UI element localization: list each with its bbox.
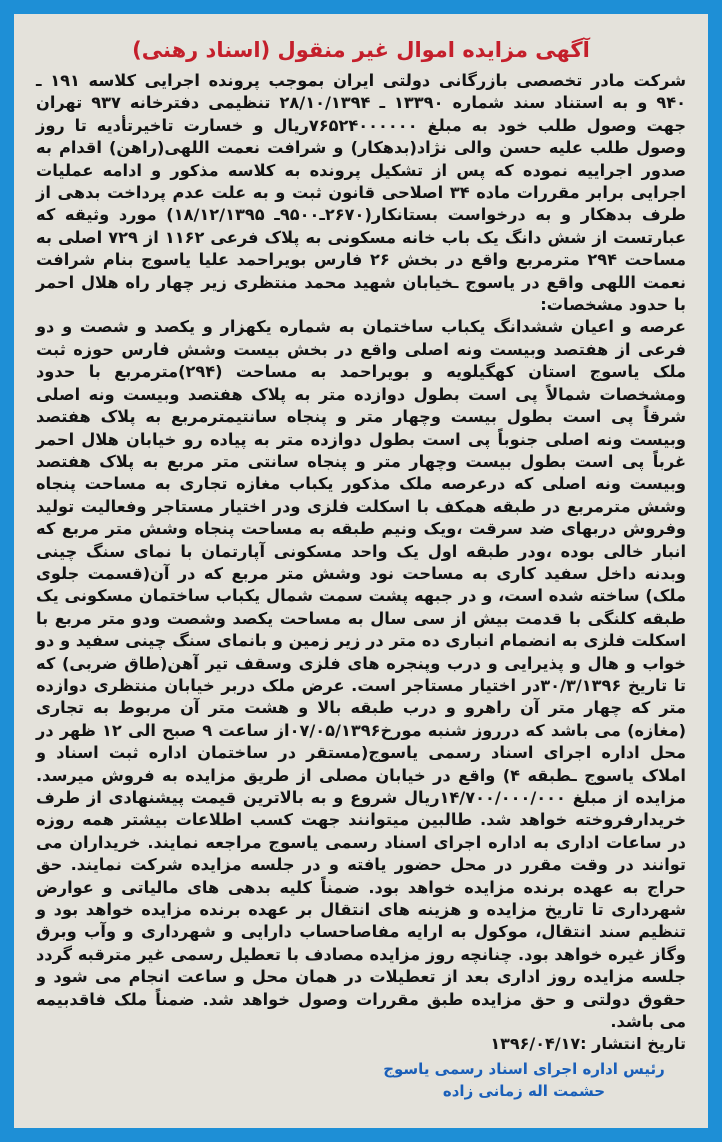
notice-paragraph-description: عرصه و اعیان ششدانگ یکباب ساختمان به شماره یکهزار و یکصد و شصت و دو فرعی از هفتصد وبیست ونه اصلی واقع در بخش بیست وشش فارس حوزه ثبت ملک یاسوج استان کهگیلویه و بویراحمد به مساحت (۲۹۴)مترمربع با حدود ومشخصات شمالاً پی است بطول دوازده متر به پلاک هفتصد وبیست ونه اصلی شرقاً پی است بطول بیست وچهار متر و پنجاه سانتیمترمربع به پلاک هفتصد وبیست ونه اصلی جنوباً پی است بطول دوازده متر به پیاده رو خیابان هلال احمر غرباً پی است بطول بیست وچهار متر و پنجاه سانتی متر مربع به پلاک هفتصد وبیست ونه اصلی که درعرصه ملک مذکور یکباب مغازه تجاری به مساحت پنجاه وشش مترمربع در طبقه همکف با اسکلت فلزی ودر اختیار مستاجر وفعالیت تولید وفروش دربهای ضد سرقت ،ویک ونیم طبقه به مساحت پنجاه وشش متر مربع که انبار خالی بوده ،ودر طبقه اول یک واحد مسکونی آپارتمان با نمای سنگ چینی وبدنه داخل سفید کاری به مساحت نود وشش متر مربع که در آن(قسمت جلوی ملک) ساخته شده است، و در جبهه پشت سمت شمال یکباب ساختمان مسکونی یک طبقه کلنگی با قدمت بیش از سی سال به مساحت یکصد وشصت ودو متر مربع با اسکلت فلزی به انضمام انباری ده متر در زیر زمین و بانمای سنگ چینی سفید و دو خواب و هال و پذیرایی و درب وپنجره های فلزی وسقف تیر آهن(طاق ضربی) که تا تاریخ ۳۰/۳/۱۳۹۶در اختیار مستاجر است. عرض ملک دربر خیابان منتظری دوازده متر که چهار متر آن راهرو و درب طبقه بالا و هشت متر آن مربوط به تجاری (مغازه) می باشد که درروز شنبه مورخ۰۷/۰۵/۱۳۹۶از ساعت ۹ صبح الی ۱۲ ظهر در محل اداره اجرای اسناد رسمی یاسوج(مستقر در ساختمان اداره ثبت اسناد و املاک یاسوج ـطبقه ۴) واقع در خیابان مصلی از طریق مزایده به فروش میرسد. مزایده از مبلغ ۱۴/۷۰۰/۰۰۰/۰۰۰ریال شروع و به بالاترین قیمت پیشنهادی از طرف خریدارفروخته خواهد شد. طالبین میتوانند جهت کسب اطلاعات بیشتر همه روزه در ساعات اداری به اداره اجرای اسناد رسمی یاسوج مراجعه نمایند. خریداران می توانند در وقت مقرر در محل حضور یافته و در جلسه مزایده شرکت نمایند. حق حراج به عهده برنده مزایده خواهد بود. ضمناً کلیه بدهی های مالیاتی و عوارض شهرداری تا تاریخ مزایده و هزینه های انتقال بر عهده برنده مزایده خواهد بود و تنظیم سند انتقال، موکول به ارایه مفاصاحساب دارایی و شهرداری و وآب وبرق وگاز غیره خواهد بود. چنانچه روز مزایده مصادف با تعطیل رسمی غیر مترقبه گردد جلسه مزایده روز اداری بعد از تعطیلات در همان محل و ساعت انجام می شود و حقوق دولتی و حق مزایده طبق مقررات وصول خواهد شد. ضمناً ملک فاقدبیمه می باشد. — [36, 317, 686, 1032]
notice-body — [28, 70, 694, 1033]
notice-paragraph-intro: شرکت مادر تخصصی بازرگانی دولتی ایران بموجب پرونده اجرایی کلاسه ۱۹۱ ـ ۹۴۰ و به استناد سند شماره ۱۳۳۹۰ ـ ۲۸/۱۰/۱۳۹۴ تنظیمی دفترخانه ۹۳۷ تهران جهت وصول طلب خود به مبلغ ۷۶۵۲۴۰۰۰۰۰۰ریال و خسارت تاخیرتأدیه تا روز وصول طلب علیه حسن والی نژاد(بدهکار) و شرافت نعمت اللهی(راهن) اقدام به صدور اجراییه نموده که پس از تشکیل پرونده به کلاسه مذکور و ادامه عملیات اجرایی برابر مقررات ماده ۳۴ اصلاحی قانون ثبت و به علت عدم پرداخت بدهی از طرف بدهکار و به درخواست بستانکار(۲۶۷۰ـ۹۵۰۰ـ ۱۸/۱۲/۱۳۹۵) مورد وثیقه که عبارتست از شش دانگ یک باب خانه مسکونی به پلاک فرعی ۱۱۶۲ از ۷۲۹ اصلی به مساحت ۲۹۴ مترمربع واقع در بخش ۲۶ فارس بویراحمد علیا یاسوج بنام شرافت نعمت اللهی واقع در یاسوج ـخیابان شهید محمد منتظری زیر چهار راه هلال احمر با حدود مشخصات: — [36, 71, 687, 315]
signature-block — [354, 1058, 694, 1102]
signature-title: رئیس اداره اجرای اسناد رسمی یاسوج — [383, 1060, 665, 1078]
notice-title: آگهی مزایده اموال غیر منقول (اسناد رهنی) — [132, 38, 590, 62]
notice-content — [28, 28, 694, 1114]
signature-name: حشمت اله زمانی زاده — [442, 1082, 606, 1100]
publish-date: تاریخ انتشار :۱۳۹۶/۰۴/۱۷ — [490, 1034, 686, 1054]
